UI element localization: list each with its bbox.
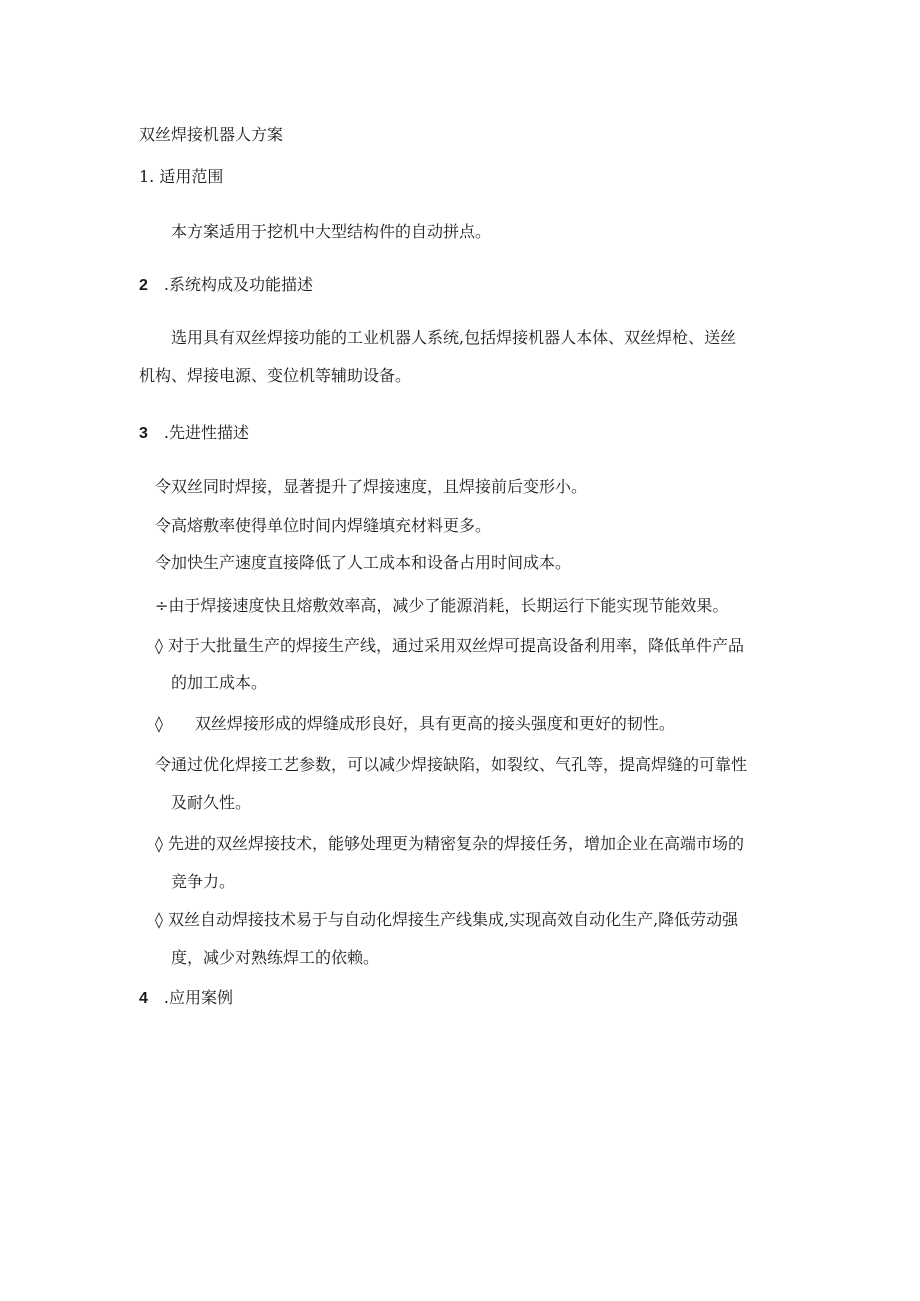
section-2-number: 2 [139,277,148,294]
section-4-number: 4 [139,990,148,1007]
list-item-continuation: 的加工成本。 [171,673,268,692]
section-4-heading-row [139,988,233,1009]
section-2-body-line-1: 选用具有双丝焊接功能的工业机器人系统,包括焊接机器人本体、双丝焊枪、送丝 [171,328,737,347]
list-item: 令双丝同时焊接，显著提升了焊接速度，且焊接前后变形小。 [155,477,588,496]
list-marker: ◊ [155,714,163,733]
section-1-heading: 1. 适用范围 [139,167,224,186]
section-1-body: 本方案适用于挖机中大型结构件的自动拼点。 [171,222,492,241]
list-item: ◊ 双丝自动焊接技术易于与自动化焊接生产线集成,实现高效自动化生产,降低劳动强 [155,910,739,929]
list-item: ÷由于焊接速度快且熔敷效率高，减少了能源消耗，长期运行下能实现节能效果。 [155,596,729,615]
list-item: 令高熔敷率使得单位时间内焊缝填充材料更多。 [155,516,492,535]
section-4-heading: .应用案例 [163,988,233,1007]
list-item: ◊ 对于大批量生产的焊接生产线，通过采用双丝焊可提高设备利用率，降低单件产品 [155,636,744,655]
list-item: ◊ 先进的双丝焊接技术，能够处理更为精密复杂的焊接任务，增加企业在高端市场的 [155,834,744,853]
list-item-row [155,714,675,734]
section-2-heading: .系统构成及功能描述 [163,275,313,294]
section-2-heading-row [139,275,313,296]
section-2-body-line-2: 机构、焊接电源、变位机等辅助设备。 [139,366,412,385]
list-item: 令加快生产速度直接降低了人工成本和设备占用时间成本。 [155,553,572,572]
list-item-text: 双丝焊接形成的焊缝成形良好，具有更高的接头强度和更好的韧性。 [194,714,675,733]
list-item: 令通过优化焊接工艺参数，可以减少焊接缺陷，如裂纹、气孔等，提高焊缝的可靠性 [155,755,748,774]
section-3-heading: .先进性描述 [163,423,249,442]
list-item-continuation: 度，减少对熟练焊工的依赖。 [171,948,380,967]
document-title: 双丝焊接机器人方案 [139,125,284,144]
section-3-number: 3 [139,425,148,442]
list-item-continuation: 及耐久性。 [171,793,252,812]
section-3-heading-row [139,423,249,444]
list-item-continuation: 竞争力。 [171,872,236,891]
